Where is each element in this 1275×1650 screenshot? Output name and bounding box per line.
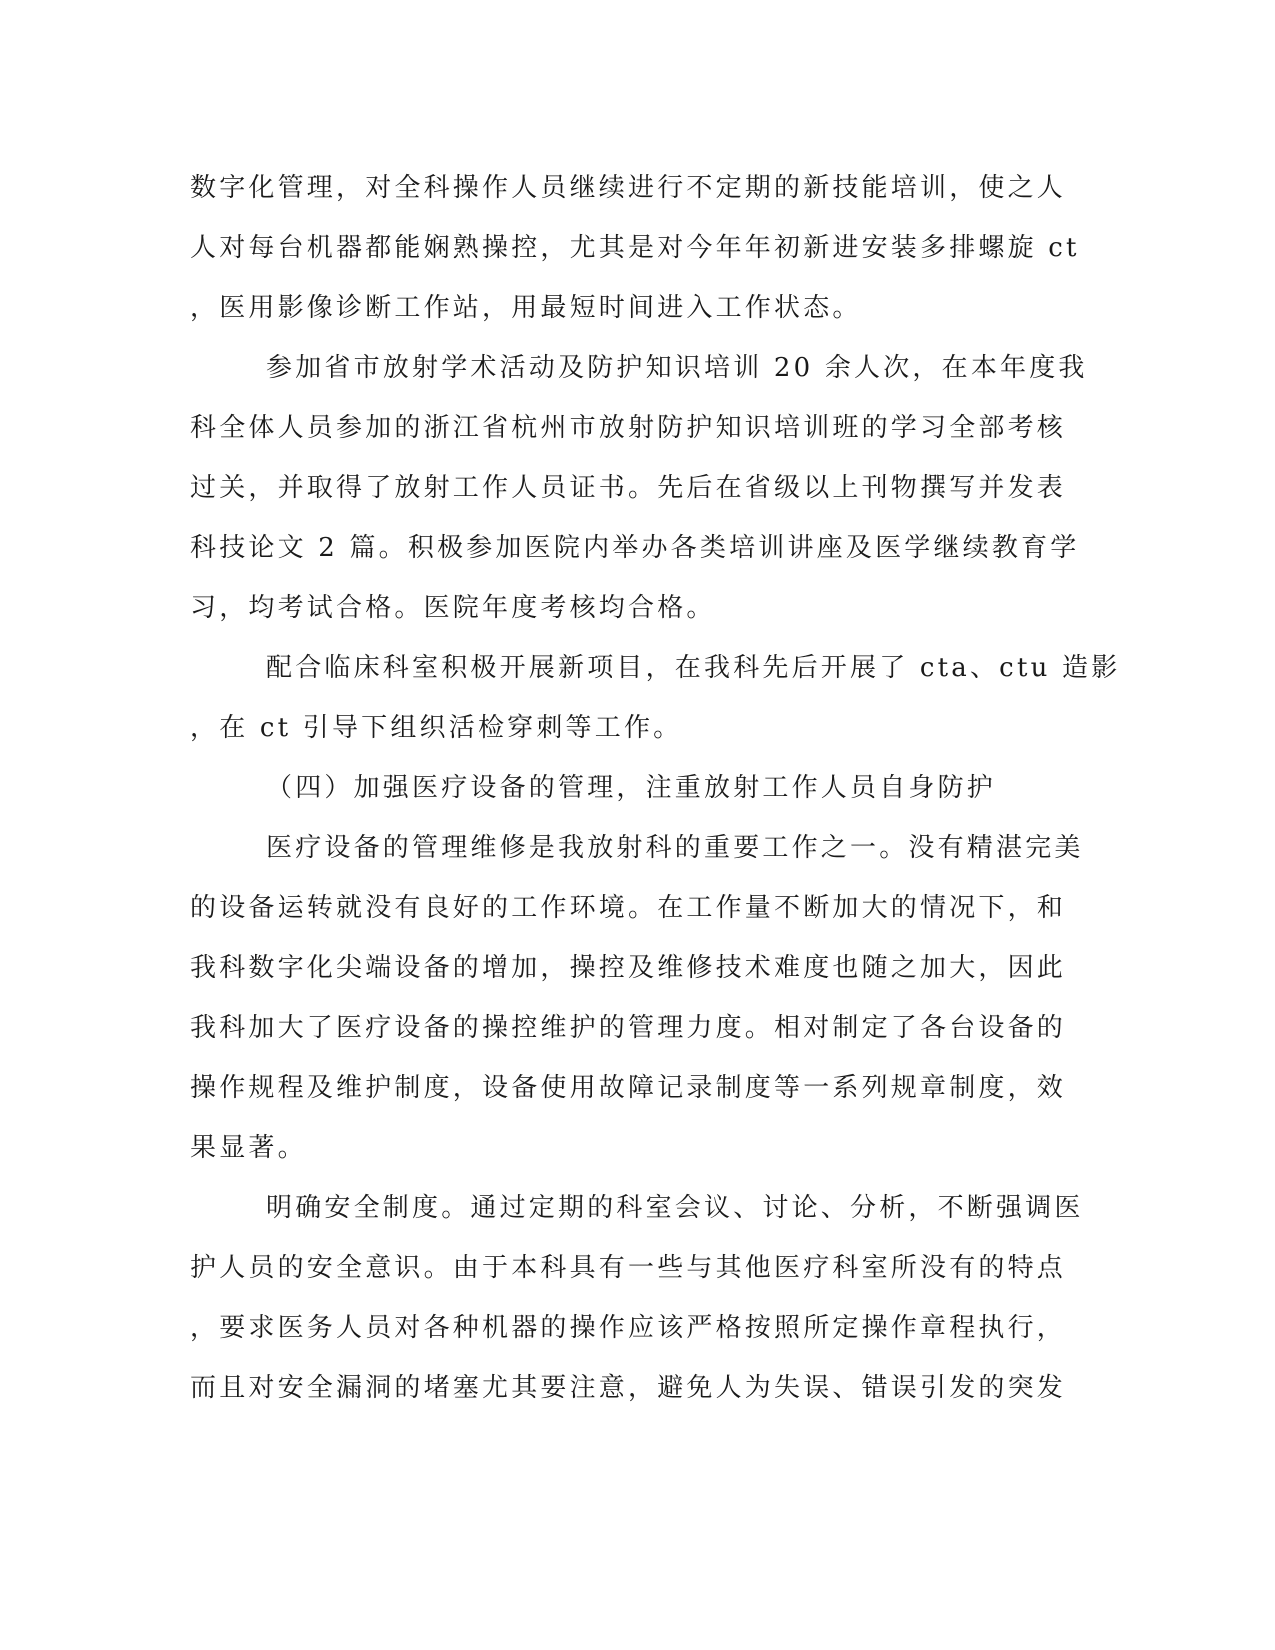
text-line: 而且对安全漏洞的堵塞尤其要注意，避免人为失误、错误引发的突发: [190, 1373, 1067, 1403]
text-line: 人对每台机器都能娴熟操控，尤其是对今年年初新进安装多排螺旋 ct: [190, 233, 1080, 263]
paragraph-start-line: 配合临床科室积极开展新项目，在我科先后开展了 cta、ctu 造影: [266, 653, 1121, 683]
text-line: ，在 ct 引导下组织活检穿刺等工作。: [190, 713, 683, 743]
document-body: [190, 158, 1121, 1418]
paragraph-start-line: 明确安全制度。通过定期的科室会议、讨论、分析，不断强调医: [266, 1193, 1084, 1223]
text-line: 科技论文 2 篇。积极参加医院内举办各类培训讲座及医学继续教育学: [190, 533, 1080, 563]
text-line: 操作规程及维护制度，设备使用故障记录制度等一系列规章制度，效: [190, 1073, 1067, 1103]
text-line: ，医用影像诊断工作站，用最短时间进入工作状态。: [190, 293, 862, 323]
text-line: 我科数字化尖端设备的增加，操控及维修技术难度也随之加大，因此: [190, 953, 1067, 983]
text-line: 数字化管理，对全科操作人员继续进行不定期的新技能培训，使之人: [190, 173, 1067, 203]
text-line: 科全体人员参加的浙江省杭州市放射防护知识培训班的学习全部考核: [190, 413, 1067, 443]
paragraph-start-line: 医疗设备的管理维修是我放射科的重要工作之一。没有精湛完美: [266, 833, 1084, 863]
text-line: 的设备运转就没有良好的工作环境。在工作量不断加大的情况下，和: [190, 893, 1067, 923]
text-line: 习，均考试合格。医院年度考核均合格。: [190, 593, 716, 623]
text-line: 护人员的安全意识。由于本科具有一些与其他医疗科室所没有的特点: [190, 1253, 1067, 1283]
text-line: 我科加大了医疗设备的操控维护的管理力度。相对制定了各台设备的: [190, 1013, 1067, 1043]
paragraph-start-line: 参加省市放射学术活动及防护知识培训 20 余人次，在本年度我: [266, 353, 1088, 383]
text-line: 过关，并取得了放射工作人员证书。先后在省级以上刊物撰写并发表: [190, 473, 1067, 503]
section-heading: （四）加强医疗设备的管理，注重放射工作人员自身防护: [266, 773, 997, 803]
text-line: ，要求医务人员对各种机器的操作应该严格按照所定操作章程执行，: [190, 1313, 1067, 1343]
text-line: 果显著。: [190, 1133, 307, 1163]
